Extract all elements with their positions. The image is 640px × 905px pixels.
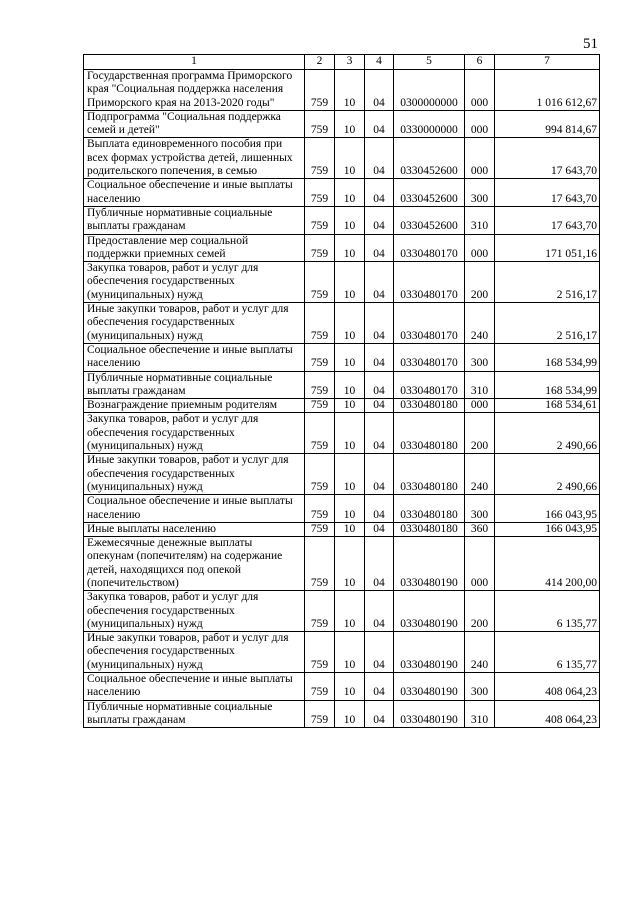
subsection-cell: 04	[365, 138, 394, 179]
target-article-cell: 0330480190	[394, 700, 465, 728]
table-row	[84, 632, 600, 673]
row-name-cell: Выплата единовременного пособия при всех формах устройства детей, лишенных родительского попечения, в семью	[84, 138, 305, 179]
admin-code-cell: 759	[305, 673, 335, 701]
section-cell: 10	[335, 343, 365, 371]
subsection-cell: 04	[365, 537, 394, 591]
admin-code-cell: 759	[305, 262, 335, 303]
amount-cell: 168 534,61	[495, 399, 600, 413]
section-cell: 10	[335, 138, 365, 179]
expense-type-cell: 000	[465, 399, 495, 413]
expense-type-cell: 310	[465, 700, 495, 728]
section-cell: 10	[335, 70, 365, 111]
section-cell: 10	[335, 537, 365, 591]
column-header: 6	[465, 55, 495, 70]
target-article-cell: 0330480170	[394, 371, 465, 399]
subsection-cell: 04	[365, 234, 394, 262]
expense-type-cell: 310	[465, 206, 495, 234]
admin-code-cell: 759	[305, 303, 335, 344]
column-header: 7	[495, 55, 600, 70]
table-row	[84, 371, 600, 399]
table-row	[84, 522, 600, 536]
expense-type-cell: 200	[465, 413, 495, 454]
admin-code-cell: 759	[305, 700, 335, 728]
table-row	[84, 262, 600, 303]
column-header: 2	[305, 55, 335, 70]
target-article-cell: 0330452600	[394, 206, 465, 234]
expense-type-cell: 300	[465, 495, 495, 523]
table-row	[84, 399, 600, 413]
subsection-cell: 04	[365, 303, 394, 344]
target-article-cell: 0330480170	[394, 303, 465, 344]
target-article-cell: 0330480190	[394, 591, 465, 632]
expense-type-cell: 200	[465, 591, 495, 632]
target-article-cell: 0300000000	[394, 70, 465, 111]
expense-type-cell: 300	[465, 179, 495, 207]
target-article-cell: 0330452600	[394, 179, 465, 207]
budget-table	[83, 54, 600, 728]
target-article-cell: 0330480180	[394, 413, 465, 454]
expense-type-cell: 300	[465, 673, 495, 701]
expense-type-cell: 000	[465, 537, 495, 591]
subsection-cell: 04	[365, 206, 394, 234]
table-row	[84, 234, 600, 262]
row-name-cell: Социальное обеспечение и иные выплаты населению	[84, 343, 305, 371]
expense-type-cell: 000	[465, 110, 495, 138]
target-article-cell: 0330480190	[394, 537, 465, 591]
subsection-cell: 04	[365, 495, 394, 523]
table-row	[84, 179, 600, 207]
amount-cell: 2 516,17	[495, 303, 600, 344]
expense-type-cell: 240	[465, 632, 495, 673]
admin-code-cell: 759	[305, 343, 335, 371]
target-article-cell: 0330480190	[394, 673, 465, 701]
section-cell: 10	[335, 673, 365, 701]
amount-cell: 994 814,67	[495, 110, 600, 138]
section-cell: 10	[335, 591, 365, 632]
amount-cell: 408 064,23	[495, 700, 600, 728]
column-header: 4	[365, 55, 394, 70]
admin-code-cell: 759	[305, 138, 335, 179]
section-cell: 10	[335, 303, 365, 344]
table-row	[84, 495, 600, 523]
amount-cell: 2 490,66	[495, 454, 600, 495]
target-article-cell: 0330452600	[394, 138, 465, 179]
row-name-cell: Вознаграждение приемным родителям	[84, 399, 305, 413]
target-article-cell: 0330480180	[394, 495, 465, 523]
expense-type-cell: 360	[465, 522, 495, 536]
subsection-cell: 04	[365, 179, 394, 207]
row-name-cell: Подпрограмма "Социальная поддержка семей и детей"	[84, 110, 305, 138]
section-cell: 10	[335, 206, 365, 234]
admin-code-cell: 759	[305, 179, 335, 207]
expense-type-cell: 300	[465, 343, 495, 371]
expense-type-cell: 000	[465, 70, 495, 111]
subsection-cell: 04	[365, 591, 394, 632]
table-row	[84, 413, 600, 454]
row-name-cell: Иные выплаты населению	[84, 522, 305, 536]
row-name-cell: Иные закупки товаров, работ и услуг для обеспечения государственных (муниципальных) нужд	[84, 303, 305, 344]
table-row	[84, 206, 600, 234]
section-cell: 10	[335, 700, 365, 728]
amount-cell: 414 200,00	[495, 537, 600, 591]
admin-code-cell: 759	[305, 413, 335, 454]
admin-code-cell: 759	[305, 632, 335, 673]
admin-code-cell: 759	[305, 371, 335, 399]
section-cell: 10	[335, 262, 365, 303]
subsection-cell: 04	[365, 110, 394, 138]
subsection-cell: 04	[365, 371, 394, 399]
table-row	[84, 343, 600, 371]
row-name-cell: Иные закупки товаров, работ и услуг для обеспечения государственных (муниципальных) нужд	[84, 632, 305, 673]
table-row	[84, 303, 600, 344]
subsection-cell: 04	[365, 632, 394, 673]
row-name-cell: Социальное обеспечение и иные выплаты населению	[84, 495, 305, 523]
target-article-cell: 0330480180	[394, 454, 465, 495]
amount-cell: 168 534,99	[495, 343, 600, 371]
expense-type-cell: 000	[465, 138, 495, 179]
amount-cell: 408 064,23	[495, 673, 600, 701]
row-name-cell: Государственная программа Приморского края "Социальная поддержка населения Приморского края на 2013-2020 годы"	[84, 70, 305, 111]
target-article-cell: 0330480170	[394, 234, 465, 262]
subsection-cell: 04	[365, 673, 394, 701]
table-body	[84, 70, 600, 728]
section-cell: 10	[335, 413, 365, 454]
section-cell: 10	[335, 632, 365, 673]
expense-type-cell: 200	[465, 262, 495, 303]
section-cell: 10	[335, 179, 365, 207]
row-name-cell: Предоставление мер социальной поддержки приемных семей	[84, 234, 305, 262]
row-name-cell: Публичные нормативные социальные выплаты гражданам	[84, 206, 305, 234]
subsection-cell: 04	[365, 343, 394, 371]
admin-code-cell: 759	[305, 591, 335, 632]
section-cell: 10	[335, 522, 365, 536]
amount-cell: 6 135,77	[495, 591, 600, 632]
section-cell: 10	[335, 110, 365, 138]
row-name-cell: Закупка товаров, работ и услуг для обеспечения государственных (муниципальных) нужд	[84, 591, 305, 632]
target-article-cell: 0330000000	[394, 110, 465, 138]
section-cell: 10	[335, 371, 365, 399]
table-header-row	[84, 55, 600, 70]
page-number: 51	[583, 36, 598, 52]
table-row	[84, 454, 600, 495]
amount-cell: 171 051,16	[495, 234, 600, 262]
table-row	[84, 700, 600, 728]
column-header: 5	[394, 55, 465, 70]
admin-code-cell: 759	[305, 454, 335, 495]
row-name-cell: Социальное обеспечение и иные выплаты населению	[84, 673, 305, 701]
amount-cell: 17 643,70	[495, 179, 600, 207]
expense-type-cell: 310	[465, 371, 495, 399]
amount-cell: 168 534,99	[495, 371, 600, 399]
row-name-cell: Закупка товаров, работ и услуг для обеспечения государственных (муниципальных) нужд	[84, 413, 305, 454]
subsection-cell: 04	[365, 413, 394, 454]
subsection-cell: 04	[365, 70, 394, 111]
subsection-cell: 04	[365, 454, 394, 495]
section-cell: 10	[335, 495, 365, 523]
subsection-cell: 04	[365, 399, 394, 413]
amount-cell: 6 135,77	[495, 632, 600, 673]
expense-type-cell: 000	[465, 234, 495, 262]
expense-type-cell: 240	[465, 454, 495, 495]
table-row	[84, 673, 600, 701]
admin-code-cell: 759	[305, 495, 335, 523]
target-article-cell: 0330480190	[394, 632, 465, 673]
expense-type-cell: 240	[465, 303, 495, 344]
amount-cell: 17 643,70	[495, 206, 600, 234]
amount-cell: 2 516,17	[495, 262, 600, 303]
amount-cell: 166 043,95	[495, 522, 600, 536]
column-header: 1	[84, 55, 305, 70]
target-article-cell: 0330480170	[394, 262, 465, 303]
table-row	[84, 537, 600, 591]
row-name-cell: Ежемесячные денежные выплаты опекунам (попечителям) на содержание детей, находящихся под опекой (попечительством)	[84, 537, 305, 591]
amount-cell: 2 490,66	[495, 413, 600, 454]
table-row	[84, 70, 600, 111]
amount-cell: 166 043,95	[495, 495, 600, 523]
row-name-cell: Публичные нормативные социальные выплаты гражданам	[84, 371, 305, 399]
subsection-cell: 04	[365, 522, 394, 536]
section-cell: 10	[335, 454, 365, 495]
column-header: 3	[335, 55, 365, 70]
target-article-cell: 0330480170	[394, 343, 465, 371]
admin-code-cell: 759	[305, 110, 335, 138]
section-cell: 10	[335, 234, 365, 262]
admin-code-cell: 759	[305, 522, 335, 536]
subsection-cell: 04	[365, 262, 394, 303]
table-row	[84, 138, 600, 179]
row-name-cell: Иные закупки товаров, работ и услуг для обеспечения государственных (муниципальных) нужд	[84, 454, 305, 495]
admin-code-cell: 759	[305, 399, 335, 413]
table-row	[84, 110, 600, 138]
admin-code-cell: 759	[305, 537, 335, 591]
amount-cell: 17 643,70	[495, 138, 600, 179]
row-name-cell: Закупка товаров, работ и услуг для обеспечения государственных (муниципальных) нужд	[84, 262, 305, 303]
target-article-cell: 0330480180	[394, 522, 465, 536]
admin-code-cell: 759	[305, 206, 335, 234]
amount-cell: 1 016 612,67	[495, 70, 600, 111]
subsection-cell: 04	[365, 700, 394, 728]
section-cell: 10	[335, 399, 365, 413]
admin-code-cell: 759	[305, 234, 335, 262]
row-name-cell: Публичные нормативные социальные выплаты гражданам	[84, 700, 305, 728]
table-row	[84, 591, 600, 632]
target-article-cell: 0330480180	[394, 399, 465, 413]
admin-code-cell: 759	[305, 70, 335, 111]
row-name-cell: Социальное обеспечение и иные выплаты населению	[84, 179, 305, 207]
